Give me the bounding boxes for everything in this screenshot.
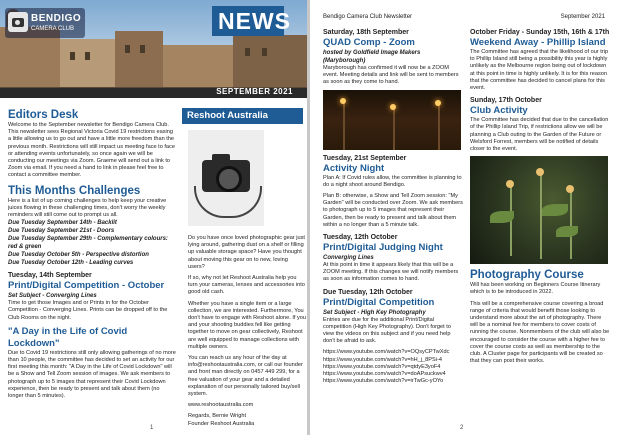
reshoot-body [188, 235, 306, 428]
covid-day-body: Due to Covid 19 restrictions still only allowing gatherings of no more than 10 people, the committee has decided to set an activity for our first meeting this month: "A Day in the Life of Covid Lockdown" will be a Show and Tell Zoom session of images. We ask members to photograph up to 5 images that represent their Covid Lockdown experience, then be ready to present and talk about them (no longer than 5 minutes). [8, 349, 176, 400]
activity-plan-b: Plan B: otherwise, a Show and Tell Zoom session: "My Garden" will be conducted over Zoom. We ask members to photograph up to 5 images that represent their Garden, then be ready to present and talk about them within a no longer than a 5 minute talk. [323, 193, 463, 228]
issue-date-bar [0, 88, 307, 98]
video-link[interactable]: https://www.youtube.com/watch?v=irTwGc-yOYo [323, 378, 444, 385]
issue-date: SEPTEMBER 2021 [216, 87, 293, 96]
page-2 [310, 0, 617, 435]
reshoot-p2: If so, why not let Reshoot Australia help you turn your cameras, lenses and accessories into good old cash. [188, 275, 305, 296]
challenges-title: This Months Challenges [8, 184, 141, 197]
activity-plan-a: Plan A: If Covid rules allow, the committee is planning to do a night shoot around Bendigo. [323, 174, 462, 188]
course-p1: Will has been working on Beginners Course Itinerary which is to be introduced in 2022. [470, 282, 601, 296]
print-oct-date: Tuesday, 14th September [8, 272, 92, 280]
reshoot-title: Reshoot Australia [187, 110, 268, 121]
window [70, 52, 75, 60]
reshoot-website[interactable]: www.reshootaustralia.com [188, 402, 254, 409]
challenge-item: Due Tuesday September 29th - Complementary colours: red & green [8, 236, 168, 251]
course-title: Photography Course [470, 269, 584, 282]
quad-date: Saturday, 18th September [323, 29, 409, 36]
judging-date: Tuesday, 12th October [323, 234, 398, 242]
page-1 [0, 0, 307, 435]
editors-desk-body: Welcome to the September newsletter for Bendigo Camera Club. This newsletter sees Regional Victoria Covid 19 restrictions easing a little allowing us to go out and have a little more freedom than the previous month. Restrictions will still impact us meeting face to face or attending events unfortunately, so once again we will be conducting our meetings via Zoom. Graeme will send out a link to Zoom via email. If you need a hand to link in please feel free to contact a committee member. [8, 122, 175, 179]
video-link[interactable]: https://www.youtube.com/watch?v=OQsyCPTwXdc [323, 349, 450, 356]
reshoot-sign-name: Regards, Bernie Wright [188, 413, 247, 420]
camera-photo [188, 130, 264, 226]
lamp-post [343, 100, 345, 150]
lamp-light [340, 98, 346, 104]
print-oct-title: Print/Digital Competition - October [8, 280, 165, 292]
weekend-title: Weekend Away - Phillip Island [470, 37, 606, 48]
logo-club-sub: CAMERA CLUB [31, 26, 75, 32]
leaf [542, 204, 568, 216]
quad-title: QUAD Comp - Zoom [323, 37, 415, 48]
activity-date: Tuesday, 21st September [323, 154, 407, 162]
video-link[interactable]: https://www.youtube.com/watch?v=doAPsuckwv4 [323, 371, 446, 378]
lamp-post [438, 102, 440, 150]
plant-stem [570, 191, 572, 259]
challenge-item: Due Tuesday September 21st - Doors [8, 228, 115, 235]
challenge-item: Due Tuesday October 12th - Leading curves [8, 260, 134, 267]
video-link[interactable]: https://www.youtube.com/watch?v=qtdyE3yoF4 [323, 363, 441, 370]
news-title: NEWS [218, 8, 291, 34]
plant-stem [540, 174, 542, 259]
plant-photo [470, 156, 608, 264]
activity-title: Activity Night [323, 162, 385, 174]
window [262, 48, 267, 56]
quad-body: Maryborough has confirmed it will now be a ZOOM event. Meeting details and link will be sent to members as soon as they come to hand. [323, 65, 459, 86]
club-logo [5, 8, 85, 38]
running-head-left: Bendigo Camera Club Newsletter [323, 14, 413, 20]
lamp-light [390, 104, 396, 110]
covid-day-title: "A Day in the Life of Covid Lockdown" [8, 325, 128, 349]
window [140, 45, 145, 53]
flower [506, 180, 514, 188]
print-oct-subject: Set Subject - Converging Lines [8, 293, 97, 300]
page2-left-column [323, 28, 463, 385]
reshoot-sign-role: Founder Reshoot Australia [188, 420, 255, 427]
print-oct-body: Time to get those Images and or Prints in for the October Competition - Converging Lines. Prints can be dropped off to the Club Rooms on the night. [8, 300, 168, 321]
logo-club-name: BENDIGO [31, 13, 82, 24]
challenge-item: Due Tuesday October 5th - Perspective distortion [8, 252, 149, 259]
video-link[interactable]: https://www.youtube.com/watch?v=hH_j_8PSi-4 [323, 356, 442, 363]
quad-host: hosted by Goldfield Image Makers (Maryborough) [323, 50, 421, 64]
night-shoot-photo [323, 90, 461, 150]
leaf [556, 226, 578, 237]
judging-subject: Converging Lines [323, 255, 374, 262]
reshoot-p4: You can reach us any hour of the day at info@reshootaustralia.com, or call our founder and front man directly on 0457 449 299, for a free valuation of your gear and a detailed explanation of our personally tailored buy/sell system. [188, 355, 303, 398]
club-activity-body: The Committee has decided that due to the cancellation of the Phillip Island Trip, if restrictions allow we will be planning a Club outing to the Garden of the Future or Welsford Forrest, members will be notified of details closer to the event. [470, 117, 609, 153]
camera-logo-icon [8, 12, 28, 32]
reshoot-p1: Do you have once loved photographic gear just lying around, gathering dust on a shelf or filling up valuable storage space? Have you thought about moving this gear on to new, loving users? [188, 235, 305, 270]
course-p2: This will be a comprehensive course covering a broad range of criteria that would benefit those looking to understand more about the art of photography. There will be a nominal fee for members to cover costs of running the course. Nonmembers of the club will also be encouraged to consider the course with a higher fee to cover the course costs as well as membership to the club. A Cluster page for participants will be created so that they can post their works. [470, 300, 610, 365]
camera-strap [194, 186, 262, 218]
challenges-body: Here is a list of up coming challenges to help keep your creative juices flowing in these challenging times, don't worry the weekly reminders will still come out to prompt us all. [8, 197, 167, 219]
print-comp2-body: Entries are due for the additional Print/Digital competition (High Key Photography). Don't forget to view the videos on this subject and if you need help don't be afraid to ask. [323, 316, 451, 345]
page1-left-column [8, 108, 176, 400]
club-activity-date: Sunday, 17th October [470, 97, 542, 105]
print-comp2-subject: Set Subject - High Key Photography [323, 309, 426, 316]
weekend-body: The Committee has agreed that the likelihood of our trip to Phillip Island still being a possibility this year is highly unlikely as the Melbourne region being out of lockdown at this point in time is highly unlikely. It is for this reason that the committee has decided to cancel plans for this event. [470, 49, 609, 92]
challenge-item: Due Tuesday September 14th - Backlit [8, 220, 117, 227]
window [85, 52, 90, 60]
running-head-right: September 2021 [560, 14, 605, 20]
page2-right-column [470, 28, 610, 365]
judging-title: Print/Digital Judging Night [323, 242, 443, 254]
reshoot-header [182, 108, 303, 124]
flower [566, 185, 574, 193]
lamp-post [393, 106, 395, 150]
editors-desk-title: Editors Desk [8, 109, 79, 121]
lamp-light [435, 100, 441, 106]
flower [536, 168, 544, 176]
page-number: 2 [460, 425, 464, 431]
reshoot-p3: Whether you have a single item or a large collection, we are interested. Furthermore, You don't have to engage with Reshoot alone. If you and your shooting buddies fell like getting together to move on gear collectively, Reshoot are well equipped to manage collections with multiple owners. [188, 300, 306, 350]
print-comp2-title: Print/Digital Competition [323, 296, 435, 308]
window [125, 45, 130, 53]
page-number: 1 [150, 425, 154, 431]
club-activity-title: Club Activity [470, 105, 528, 117]
window [245, 48, 250, 56]
print-comp2-date: Due Tuesday, 12th October [323, 288, 413, 296]
judging-body: At this point in time it appears likely that this will be a ZOOM meeting. If this changes we will notify members as soon as information comes to hand. [323, 262, 459, 283]
weekend-date: October Friday - Sunday 15th, 16th & 17th [470, 29, 610, 36]
